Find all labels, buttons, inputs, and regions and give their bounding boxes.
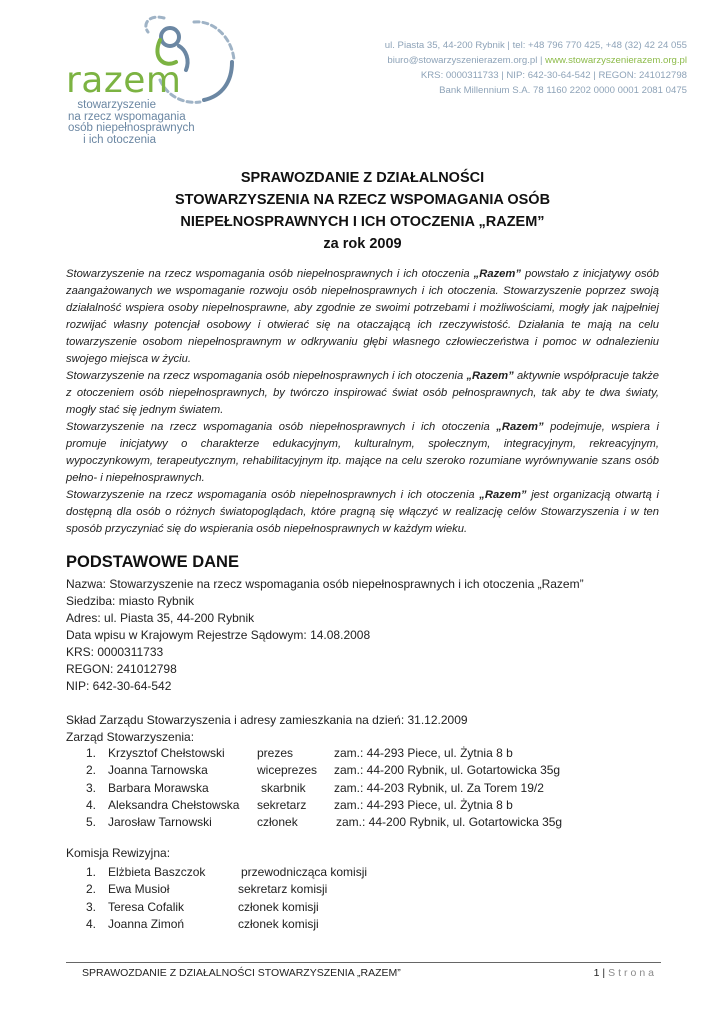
member-address: zam.: 44-203 Rybnik, ul. Za Torem 19/2: [334, 780, 544, 795]
row-number: 1.: [86, 746, 97, 760]
contact-email-web: [385, 53, 687, 68]
title-line: NIEPEŁNOSPRAWNYCH I ICH OTOCZENIA „RAZEM”: [180, 214, 545, 230]
member-address: zam.: 44-293 Piece, ul. Żytnia 8 b: [334, 746, 513, 760]
basic-data-line: KRS: 0000311733: [66, 645, 164, 659]
intro-paragraph: Stowarzyszenie na rzecz wspomagania osób niepełnosprawnych i ich otoczenia „Razem” jest organizacją otwartą i dostępną dla osób o różnych światopoglądach, które pragną się włączyć w realizację celów Stowarzyszenia i w ten sposób przyczyniać się do wspierania osób niepełnosprawnych w każdym wieku.: [66, 489, 659, 535]
member-name: Teresa Cofalik: [108, 899, 185, 914]
logo-sub-line: osób niepełnosprawnych: [68, 122, 195, 134]
basic-data-line: Nazwa: Stowarzyszenie na rzecz wspomagania osób niepełnosprawnych i ich otoczenia „Razem”: [66, 577, 584, 591]
member-role: skarbnik: [261, 780, 306, 795]
member-name: Ewa Musioł: [108, 882, 170, 897]
footer-title: SPRAWOZDANIE Z DZIAŁALNOŚCI STOWARZYSZENIA „RAZEM”: [82, 967, 401, 979]
title-year: za rok 2009: [323, 236, 402, 252]
contact-bank: Bank Millennium S.A. 78 1160 2202 0000 0001 2081 0475: [439, 85, 687, 96]
row-number: 3.: [86, 899, 97, 914]
basic-data-line: REGON: 241012798: [66, 662, 177, 676]
basic-data-list: [66, 576, 584, 695]
member-role: członek komisji: [238, 899, 319, 914]
logo-sub-line: stowarzyszenie: [77, 99, 156, 111]
logo-sub-line: na rzecz wspomagania: [68, 110, 186, 123]
member-name: Elżbieta Baszczok: [108, 865, 206, 879]
board-date-line: Skład Zarządu Stowarzyszenia i adresy zamieszkania na dzień: 31.12.2009: [66, 713, 468, 727]
contact-block: [385, 38, 687, 98]
intro-text: [66, 266, 659, 538]
intro-paragraph: Stowarzyszenie na rzecz wspomagania osób niepełnosprawnych i ich otoczenia „Razem” podejmuje, wspiera i promuje inicjatywy o charakterze edukacyjnym, kulturalnym, społecznym, integracyjnym, rekreacyjnym, wypoczynkowym, terapeutycznym, rehabilitacyjnym itp. mające na celu szeroko rozumiane wyrównywanie szans osób pełno- i niepełnosprawnych.: [66, 421, 659, 484]
basic-data-line: Data wpisu w Krajowym Rejestrze Sądowym: 14.08.2008: [66, 628, 371, 642]
commission-label: Komisja Rewizyjna:: [66, 846, 171, 860]
basic-data-line: NIP: 642-30-64-542: [66, 679, 172, 693]
intro-paragraph: Stowarzyszenie na rzecz wspomagania osób niepełnosprawnych i ich otoczenia „Razem” aktywnie współpracuje także z otoczeniem osób niepełnosprawnych, by twórczo inspirować świat osób pełnosprawnych, tak aby te dwa światy, mogły stać się jednym światem.: [66, 370, 659, 416]
footer-divider: [66, 962, 661, 963]
member-role: członek komisji: [238, 916, 319, 931]
title-line: SPRAWOZDANIE Z DZIAŁALNOŚCI: [240, 170, 485, 186]
logo-wordmark: razem: [66, 60, 182, 101]
page-separator: |: [599, 967, 609, 979]
member-name: Joanna Tarnowska: [108, 763, 208, 778]
member-name: Joanna Zimoń: [108, 916, 185, 931]
member-name: Aleksandra Chełstowska: [108, 797, 240, 812]
page-indicator: [594, 967, 657, 979]
member-role: przewodnicząca komisji: [241, 865, 368, 879]
intro-paragraph: Stowarzyszenie na rzecz wspomagania osób niepełnosprawnych i ich otoczenia „Razem” powstało z inicjatywy osób zaangażowanych we wspomaganie rozwoju osób niepełnosprawnych i ich otoczenia. Stowarzyszenie poprzez swoją działalność wspiera osoby niepełnosprawne, aby zgodnie ze swoimi potrzebami i możliwościami, mogły jak najpełniej rozwijać własny potencjał osobowy i otwierać się na otaczającą ich rzeczywistość. Działania te mają na celu towarzyszenie osobom niepełnosprawnym w odkrywaniu głębi własnego człowieczeństwa i pomoc w odnalezieniu swojego miejsca w życiu.: [66, 268, 659, 365]
document-title: [0, 167, 725, 255]
member-address: zam.: 44-200 Rybnik, ul. Gotartowicka 35g: [336, 815, 563, 830]
logo-subtitle: [68, 99, 195, 146]
page-number: 1: [593, 967, 600, 979]
member-name: Jarosław Tarnowski: [108, 815, 212, 830]
contact-registry: KRS: 0000311733 | NIP: 642-30-64-542 | REGON: 241012798: [420, 70, 687, 81]
row-number: 2.: [86, 882, 97, 897]
section-heading-basic-data: PODSTAWOWE DANE: [66, 553, 239, 571]
member-role: sekretarz: [257, 797, 307, 812]
member-role: prezes: [257, 746, 294, 760]
row-number: 1.: [86, 865, 97, 879]
board-intro: [66, 712, 468, 746]
basic-data-line: Siedziba: miasto Rybnik: [66, 594, 195, 608]
row-number: 4.: [86, 916, 97, 931]
title-line: STOWARZYSZENIA NA RZECZ WSPOMAGANIA OSÓB: [174, 192, 551, 208]
logo: [64, 10, 254, 146]
contact-email[interactable]: biuro@stowarzyszenierazem.org.pl |: [387, 55, 543, 66]
page-label: Strona: [608, 967, 657, 979]
member-address: zam.: 44-200 Rybnik, ul. Gotartowicka 35g: [334, 763, 561, 778]
board-label: Zarząd Stowarzyszenia:: [66, 730, 195, 744]
member-name: Barbara Morawska: [108, 780, 209, 795]
member-role: wiceprezes: [257, 763, 318, 778]
member-role: członek: [257, 815, 298, 830]
contact-website[interactable]: www.stowarzyszenierazem.org.pl: [545, 55, 687, 66]
logo-sub-line: i ich otoczenia: [83, 133, 156, 146]
member-address: zam.: 44-293 Piece, ul. Żytnia 8 b: [334, 797, 513, 812]
basic-data-line: Adres: ul. Piasta 35, 44-200 Rybnik: [66, 611, 255, 625]
row-number: 4.: [86, 797, 97, 812]
member-name: Krzysztof Chełstowski: [108, 746, 225, 760]
contact-address: ul. Piasta 35, 44-200 Rybnik | tel: +48 796 770 425, +48 (32) 42 24 055: [384, 40, 687, 51]
row-number: 3.: [86, 780, 97, 795]
row-number: 5.: [86, 815, 97, 830]
member-role: sekretarz komisji: [238, 882, 328, 897]
row-number: 2.: [86, 763, 97, 778]
